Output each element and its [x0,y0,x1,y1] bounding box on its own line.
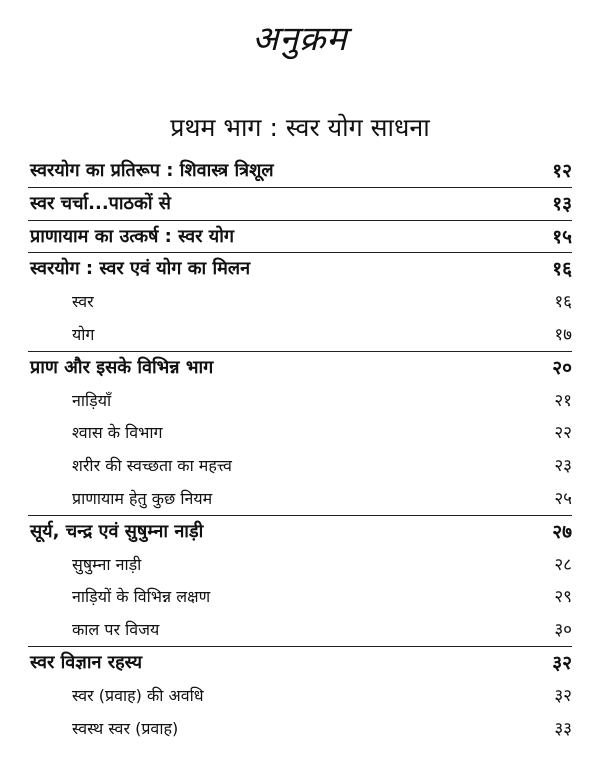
toc-subentry-page: ३२ [554,685,572,706]
toc-subentry-page: १६ [554,292,572,313]
page-title: अनुक्रम [252,19,348,59]
toc-subentry-page: २९ [554,587,572,608]
toc-entry [0,221,600,254]
toc-subentry-title: प्राणायाम हेतु कुछ नियम [72,488,213,508]
toc-subentry-title: स्वस्थ स्वर (प्रवाह) [72,718,179,738]
toc-subentry-page: २३ [554,456,572,477]
part-heading: प्रथम भाग : स्वर योग साधना [170,113,430,142]
toc-entry-title: स्वर चर्चा...पाठकों से [30,192,171,214]
toc-subentry [0,581,600,614]
toc-entry-title: स्वर विज्ञान रहस्य [30,651,143,673]
toc-subentry [0,286,600,319]
toc-subentry-title: स्वर [72,292,94,312]
toc-subentry-page: २५ [554,488,572,509]
toc-subentry-title: नाड़ियाँ [72,390,112,410]
toc-subentry [0,680,600,713]
toc-subentry-page: २२ [554,423,572,444]
toc-entry [0,516,600,549]
toc-subentry-title: शरीर की स्वच्छता का महत्त्व [72,456,232,476]
toc-entry [0,155,600,188]
toc-entry-title: प्राण और इसके विभिन्न भाग [30,356,214,378]
toc-subentry-title: नाड़ियों के विभिन्न लक्षण [72,587,211,607]
toc-subentry-title: सुषुम्ना नाड़ी [72,554,142,574]
toc-subentry-page: ३० [554,620,572,641]
toc-subentry [0,614,600,647]
toc-subentry [0,450,600,483]
toc-entry-page: १५ [552,225,572,248]
toc-entry [0,253,600,286]
toc-subentry [0,483,600,516]
toc-entry-page: १३ [552,192,572,215]
toc-subentry-title: स्वर (प्रवाह) की अवधि [72,685,204,705]
toc-entry-title: स्वरयोग का प्रतिरूप : शिवास्त्र त्रिशूल [30,160,274,181]
table-of-contents [0,155,600,745]
toc-entry [0,647,600,680]
toc-subentry-title: श्वास के विभाग [72,423,163,443]
toc-subentry-page: २१ [554,390,572,411]
toc-subentry-page: १७ [554,324,572,345]
toc-subentry [0,713,600,746]
toc-entry [0,188,600,221]
toc-entry-title: स्वरयोग : स्वर एवं योग का मिलन [30,258,251,280]
toc-entry-title: सूर्य, चन्द्र एवं सुषुम्ना नाड़ी [30,520,204,542]
toc-entry-page: ३२ [552,651,572,674]
toc-entry [0,352,600,385]
toc-entry-page: २० [552,356,572,379]
toc-subentry [0,417,600,450]
toc-subentry [0,549,600,582]
toc-entry-title: प्राणायाम का उत्कर्ष : स्वर योग [30,225,235,247]
toc-subentry-title: योग [72,324,95,344]
toc-subentry-title: काल पर विजय [72,620,160,640]
toc-subentry-page: २८ [554,554,572,575]
toc-subentry-page: ३३ [554,718,572,739]
toc-entry-page: १६ [552,258,572,281]
toc-entry-page: १२ [552,160,572,182]
toc-entry-page: २७ [552,520,572,543]
toc-subentry [0,385,600,418]
toc-subentry [0,319,600,352]
